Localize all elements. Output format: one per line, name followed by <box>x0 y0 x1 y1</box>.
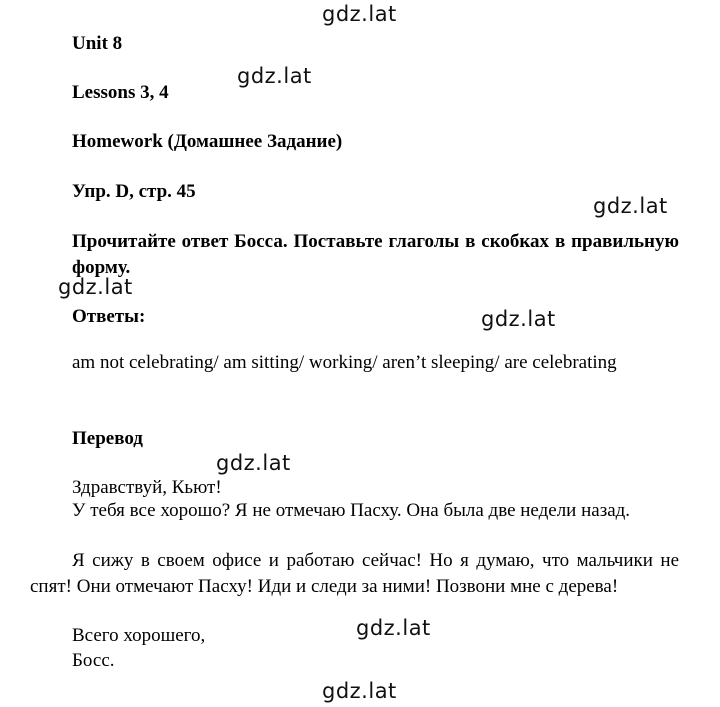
answers-heading: Ответы: <box>72 306 146 327</box>
task-text: Прочитайте ответ Босса. Поставьте глаголы в скобках в правильную форму. <box>72 231 679 278</box>
exercise-reference: Упр. D, стр. 45 <box>72 181 196 202</box>
watermark: gdz.lat <box>593 194 668 218</box>
watermark: gdz.lat <box>216 451 291 475</box>
watermark: gdz.lat <box>481 307 556 331</box>
answers-text: am not celebrating/ am sitting/ working/ aren’t sleeping/ are celebrating <box>72 352 617 373</box>
letter-paragraph-1: У тебя все хорошо? Я не отмечаю Пасху. Она была две недели назад. <box>72 500 631 521</box>
watermark: gdz.lat <box>322 2 397 26</box>
unit-title: Unit 8 <box>72 33 123 54</box>
letter-signature: Босс. <box>72 650 115 671</box>
translation-heading: Перевод <box>72 428 143 449</box>
lessons-title: Lessons 3, 4 <box>72 82 169 103</box>
watermark: gdz.lat <box>58 275 133 299</box>
letter-closing: Всего хорошего, <box>72 625 206 646</box>
homework-title: Homework (Домашнее Задание) <box>72 131 343 152</box>
watermark: gdz.lat <box>356 616 431 640</box>
task-instruction <box>72 229 679 281</box>
letter-paragraph-2: Я сижу в своем офисе и работаю сейчас! Но я думаю, что мальчики не спят! Они отмечают Пасху! Иди и следи за ними! Позвони мне с дерева! <box>30 550 679 597</box>
watermark: gdz.lat <box>322 679 397 703</box>
watermark: gdz.lat <box>237 64 312 88</box>
letter-greeting: Здравствуй, Кьют! <box>72 477 222 498</box>
